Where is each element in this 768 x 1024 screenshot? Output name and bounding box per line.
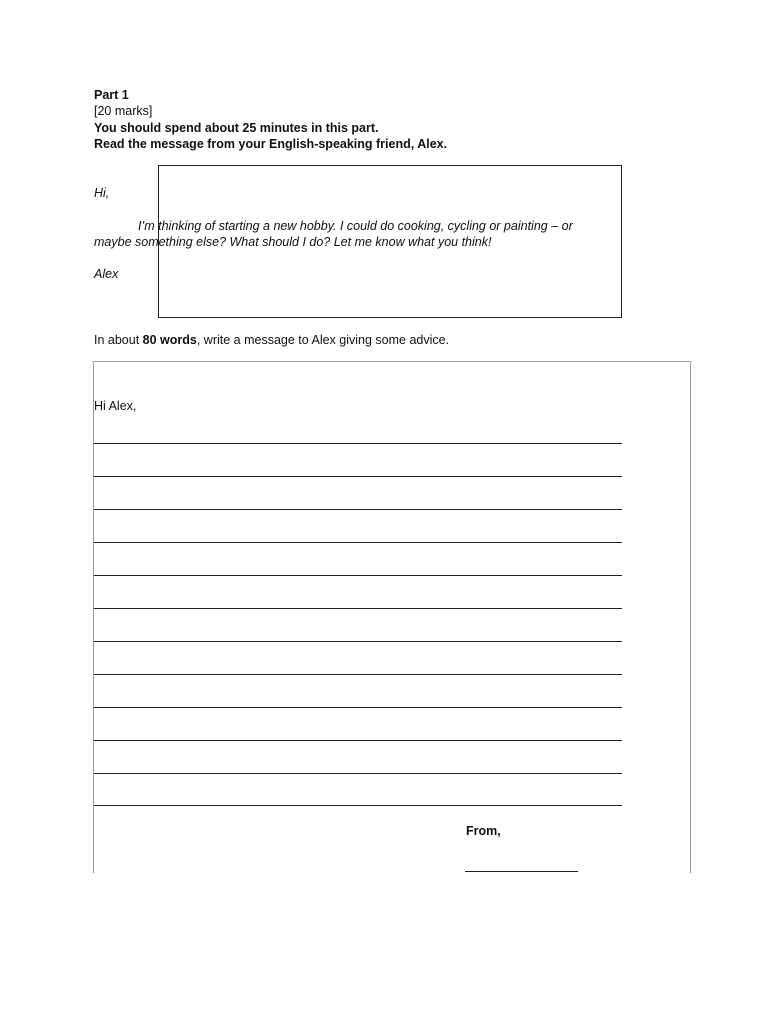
part-title: Part 1	[94, 88, 129, 102]
writing-line[interactable]	[94, 476, 622, 477]
writing-line[interactable]	[94, 575, 622, 576]
writing-line[interactable]	[94, 805, 622, 806]
writing-line[interactable]	[94, 509, 622, 510]
writing-line[interactable]	[94, 641, 622, 642]
writing-line[interactable]	[94, 542, 622, 543]
message-body-line-2: maybe something else? What should I do? Let me know what you think!	[94, 235, 492, 249]
marks-label: [20 marks]	[94, 104, 153, 118]
answer-closing: From,	[466, 824, 501, 838]
task-instruction	[94, 333, 449, 347]
answer-greeting: Hi Alex,	[94, 399, 137, 413]
answer-area	[93, 361, 691, 873]
writing-line[interactable]	[94, 773, 622, 774]
task-prefix: In about	[94, 333, 143, 347]
task-suffix: , write a message to Alex giving some advice.	[196, 333, 450, 347]
time-instruction: You should spend about 25 minutes in this part.	[94, 121, 379, 135]
message-body-line-1: I’m thinking of starting a new hobby. I could do cooking, cycling or painting – or	[138, 219, 573, 233]
task-word-count: 80 words	[142, 333, 197, 347]
read-instruction: Read the message from your English-speaking friend, Alex.	[94, 137, 448, 151]
signature-line[interactable]	[465, 871, 578, 872]
writing-line[interactable]	[94, 443, 622, 444]
writing-line[interactable]	[94, 740, 622, 741]
writing-line[interactable]	[94, 674, 622, 675]
message-signoff: Alex	[94, 267, 119, 281]
writing-line[interactable]	[94, 707, 622, 708]
writing-line[interactable]	[94, 608, 622, 609]
message-greeting: Hi,	[94, 186, 110, 200]
